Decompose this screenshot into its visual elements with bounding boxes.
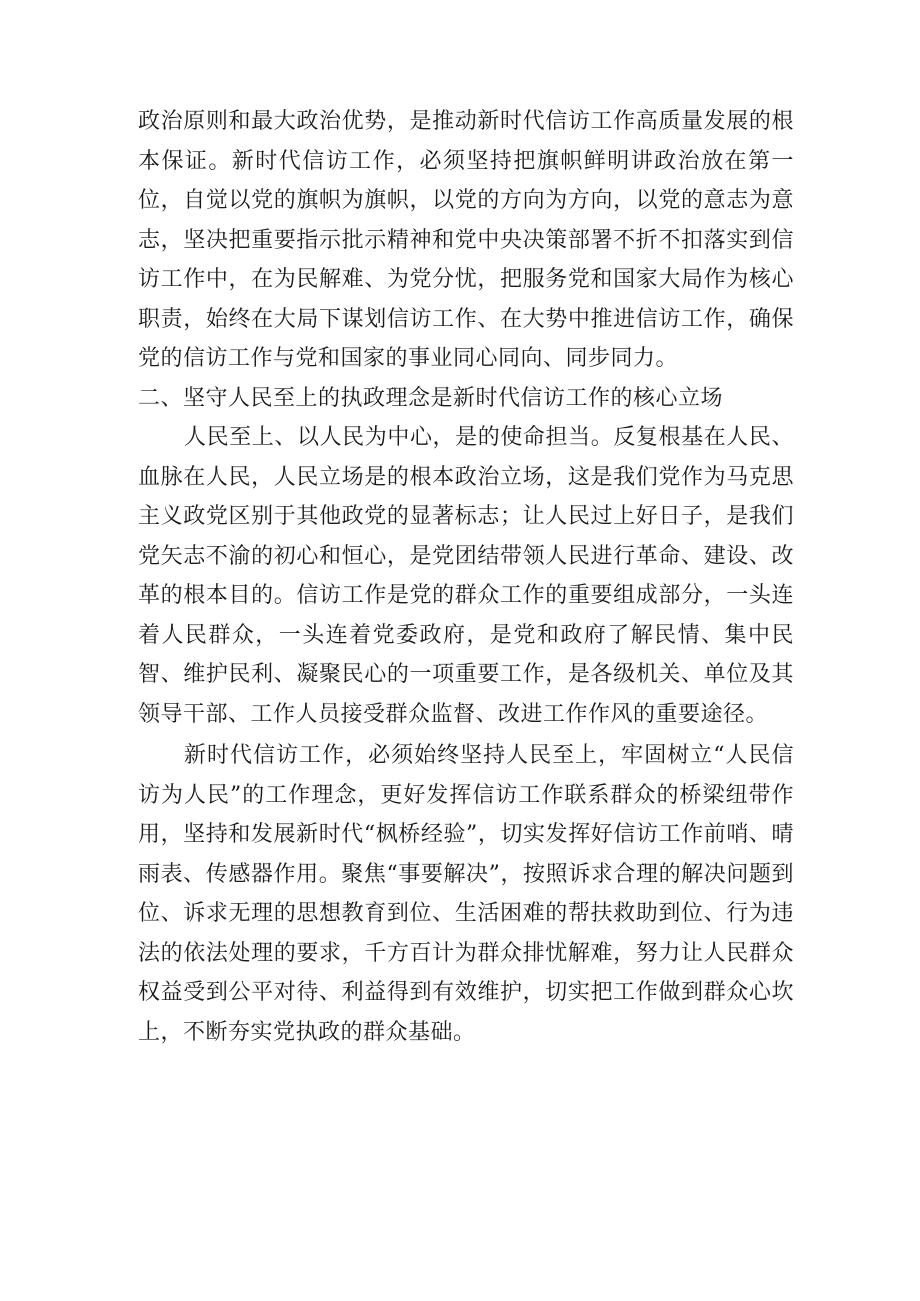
paragraph-people-centered: 人民至上、以人民为中心，是的使命担当。反复根基在人民、血脉在人民，人民立场是的根本政治立场，这是我们党作为马克思主义政党区别于其他政党的显著标志；让人民过上好日子，是我们党矢志不渝的初心和恒心，是党团结带领人民进行革命、建设、改革的根本目的。信访工作是党的群众工作的重要组成部分，一头连着人民群众，一头连着党委政府，是党和政府了解民情、集中民智、维护民利、凝聚民心的一项重要工作，是各级机关、单位及其领导干部、工作人员接受群众监督、改进工作作风的重要途径。: [138, 425, 794, 727]
paragraph-political-principle: 政治原则和最大政治优势，是推动新时代信访工作高质量发展的根本保证。新时代信访工作，必须坚持把旗帜鲜明讲政治放在第一位，自觉以党的旗帜为旗帜，以党的方向为方向，以党的意志为意志，坚决把重要指示批示精神和党中央决策部署不折不扣落实到信访工作中，在为民解难、为党分忧，把服务党和国家大局作为核心职责，始终在大局下谋划信访工作、在大势中推进信访工作，确保党的信访工作与党和国家的事业同心同向、同步同力。: [138, 109, 794, 371]
document-page: [138, 102, 794, 1052]
paragraph-new-era-petition-work: 新时代信访工作，必须始终坚持人民至上，牢固树立“人民信访为人民”的工作理念，更好发挥信访工作联系群众的桥梁纽带作用，坚持和发展新时代“枫桥经验”，切实发挥好信访工作前哨、晴雨表、传感器作用。聚焦“事要解决”，按照诉求合理的解决问题到位、诉求无理的思想教育到位、生活困难的帮扶救助到位、行为违法的依法处理的要求，千方百计为群众排忧解难，努力让人民群众权益受到公平对待、利益得到有效维护，切实把工作做到群众心坎上，不断夯实党执政的群众基础。: [138, 743, 794, 1045]
section-heading-people-first: 二、坚守人民至上的执政理念是新时代信访工作的核心立场: [138, 385, 724, 411]
